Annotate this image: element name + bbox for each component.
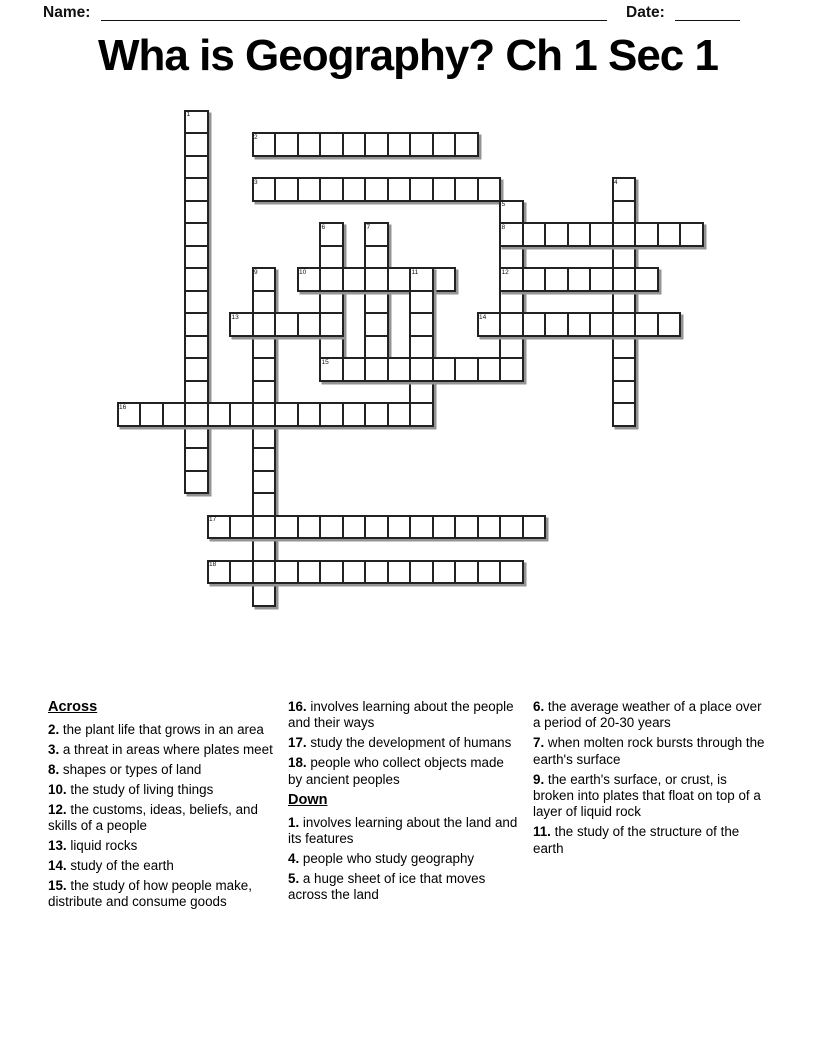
crossword-cell[interactable] xyxy=(253,336,276,359)
crossword-cell[interactable] xyxy=(590,223,613,246)
crossword-cell[interactable] xyxy=(365,561,388,584)
clue-number-label: 3 xyxy=(254,178,258,186)
clue-item: 7. when molten rock bursts through the earth's surface xyxy=(533,735,765,767)
crossword-cell[interactable] xyxy=(478,358,501,381)
crossword-cell[interactable] xyxy=(455,358,478,381)
crossword-cell[interactable] xyxy=(478,516,501,539)
crossword-cell[interactable] xyxy=(298,403,321,426)
word-17-across xyxy=(207,515,547,540)
crossword-cell[interactable] xyxy=(568,223,591,246)
name-label: Name: xyxy=(43,4,91,21)
crossword-cell[interactable] xyxy=(185,381,208,404)
crossword-cell[interactable] xyxy=(185,471,208,494)
clue-item: 8. shapes or types of land xyxy=(48,761,202,777)
word-16-across xyxy=(117,402,434,427)
crossword-cell[interactable] xyxy=(365,246,388,269)
crossword-cell[interactable] xyxy=(253,291,276,314)
date-fill-line[interactable] xyxy=(675,20,740,21)
crossword-cell[interactable] xyxy=(298,313,321,336)
crossword-cell[interactable] xyxy=(320,268,343,291)
crossword-cell[interactable] xyxy=(635,313,658,336)
crossword-cell[interactable] xyxy=(523,516,546,539)
clue-number: 12. xyxy=(48,801,67,817)
crossword-grid xyxy=(117,110,703,606)
crossword-cell[interactable] xyxy=(613,403,636,426)
crossword-cell[interactable] xyxy=(343,268,366,291)
crossword-cell[interactable] xyxy=(545,313,568,336)
clue-item: 4. people who study geography xyxy=(288,850,475,866)
crossword-cell[interactable] xyxy=(253,448,276,471)
clue-number: 17. xyxy=(288,735,307,751)
crossword-cell[interactable] xyxy=(500,358,523,381)
crossword-cell[interactable] xyxy=(568,268,591,291)
crossword-cell[interactable] xyxy=(253,561,276,584)
clue-item: 3. a threat in areas where plates meet xyxy=(48,741,273,757)
crossword-cell[interactable] xyxy=(185,313,208,336)
clue-number-label: 6 xyxy=(321,223,326,231)
clue-number: 13. xyxy=(48,837,67,853)
crossword-cell[interactable] xyxy=(185,358,208,381)
clue-item: 13. liquid rocks xyxy=(48,837,138,853)
crossword-cell[interactable] xyxy=(433,358,456,381)
crossword-cell[interactable] xyxy=(365,268,388,291)
crossword-cell[interactable] xyxy=(185,201,208,224)
clue-item: 17. study the development of humans xyxy=(288,735,512,751)
clue-item: 10. the study of living things xyxy=(48,781,214,797)
crossword-cell[interactable] xyxy=(185,426,208,449)
crossword-cell[interactable] xyxy=(253,358,276,381)
clue-number: 4. xyxy=(288,850,300,866)
crossword-cell[interactable] xyxy=(253,426,276,449)
crossword-cell[interactable] xyxy=(230,516,253,539)
crossword-cell[interactable] xyxy=(343,178,366,201)
crossword-cell[interactable] xyxy=(365,291,388,314)
crossword-cell[interactable] xyxy=(253,381,276,404)
worksheet-title: Wha is Geography? Ch 1 Sec 1 xyxy=(98,31,718,80)
crossword-cell[interactable] xyxy=(568,313,591,336)
crossword-cell[interactable] xyxy=(298,133,321,156)
crossword-cell[interactable] xyxy=(208,403,231,426)
clue-item: 5. a huge sheet of ice that moves across the land xyxy=(288,870,486,903)
crossword-cell[interactable] xyxy=(410,313,433,336)
crossword-cell[interactable] xyxy=(455,561,478,584)
crossword-cell[interactable] xyxy=(388,516,411,539)
clue-number-label: 9 xyxy=(254,268,258,276)
crossword-cell[interactable] xyxy=(410,133,433,156)
crossword-cell[interactable] xyxy=(410,381,433,404)
crossword-cell[interactable] xyxy=(253,471,276,494)
crossword-cell[interactable] xyxy=(275,403,298,426)
crossword-cell[interactable] xyxy=(185,223,208,246)
clue-item: 15. the study of how people make, distribute and consume goods xyxy=(48,877,252,910)
clue-item: 18. people who collect objects made by ancient peoples xyxy=(288,755,504,787)
word-4-down xyxy=(612,177,637,427)
clue-number: 16. xyxy=(288,699,307,714)
clue-item: 12. the customs, ideas, beliefs, and skills of a people xyxy=(48,801,258,834)
crossword-cell[interactable] xyxy=(185,336,208,359)
crossword-cell[interactable] xyxy=(613,268,636,291)
crossword-cell[interactable] xyxy=(365,516,388,539)
crossword-cell[interactable] xyxy=(365,358,388,381)
crossword-cell[interactable] xyxy=(455,178,478,201)
crossword-cell[interactable] xyxy=(613,201,636,224)
crossword-cell[interactable] xyxy=(298,178,321,201)
crossword-cell[interactable] xyxy=(433,561,456,584)
word-12-across xyxy=(499,267,659,292)
clue-number-label: 7 xyxy=(366,223,371,231)
crossword-cell[interactable] xyxy=(253,313,276,336)
crossword-cell[interactable] xyxy=(433,133,456,156)
crossword-cell[interactable] xyxy=(253,516,276,539)
crossword-cell[interactable] xyxy=(613,291,636,314)
clue-number-label: 11 xyxy=(411,268,419,276)
clue-section-header: Down xyxy=(288,791,328,808)
clue-number: 18. xyxy=(288,755,307,771)
crossword-cell[interactable] xyxy=(410,561,433,584)
clue-number: 8. xyxy=(48,761,60,777)
clue-number-label: 12 xyxy=(501,268,509,276)
crossword-cell[interactable] xyxy=(275,178,298,201)
crossword-cell[interactable] xyxy=(275,516,298,539)
clue-item: 6. the average weather of a place over a period of 20-30 years xyxy=(533,699,762,731)
clue-number: 3. xyxy=(48,741,60,757)
crossword-cell[interactable] xyxy=(275,561,298,584)
crossword-cell[interactable] xyxy=(320,133,343,156)
crossword-cell[interactable] xyxy=(365,313,388,336)
crossword-cell[interactable] xyxy=(343,133,366,156)
clue-column-3 xyxy=(533,699,769,861)
crossword-cell[interactable] xyxy=(658,223,681,246)
clue-number: 11. xyxy=(533,824,551,840)
clue-item: 1. involves learning about the land and its features xyxy=(288,814,518,846)
clue-number-label: 13 xyxy=(231,313,239,321)
crossword-cell[interactable] xyxy=(500,336,523,359)
crossword-cell[interactable] xyxy=(613,313,636,336)
crossword-cell[interactable] xyxy=(680,223,703,246)
crossword-cell[interactable] xyxy=(140,403,163,426)
crossword-cell[interactable] xyxy=(613,381,636,404)
clue-item: 9. the earth's surface, or crust, is broken into plates that float on top of a layer of liquid rock xyxy=(533,771,761,820)
crossword-cell[interactable] xyxy=(185,291,208,314)
date-label: Date: xyxy=(626,4,665,21)
crossword-cell[interactable] xyxy=(500,516,523,539)
clue-number-label: 4 xyxy=(614,178,618,186)
clue-number: 15. xyxy=(48,877,67,893)
crossword-cell[interactable] xyxy=(185,133,208,156)
crossword-cell[interactable] xyxy=(320,291,343,314)
word-14-across xyxy=(477,312,682,337)
crossword-cell[interactable] xyxy=(320,313,343,336)
crossword-cell[interactable] xyxy=(185,448,208,471)
crossword-cell[interactable] xyxy=(163,403,186,426)
crossword-cell[interactable] xyxy=(500,561,523,584)
crossword-cell[interactable] xyxy=(455,133,478,156)
crossword-cell[interactable] xyxy=(500,313,523,336)
crossword-cell[interactable] xyxy=(320,403,343,426)
clue-number-label: 18 xyxy=(209,561,217,568)
crossword-cell[interactable] xyxy=(523,313,546,336)
crossword-cell[interactable] xyxy=(275,313,298,336)
crossword-cell[interactable] xyxy=(455,516,478,539)
crossword-cell[interactable] xyxy=(590,313,613,336)
crossword-cell[interactable] xyxy=(320,246,343,269)
crossword-cell[interactable] xyxy=(613,336,636,359)
word-2-across xyxy=(252,132,479,157)
crossword-cell[interactable] xyxy=(320,516,343,539)
crossword-cell[interactable] xyxy=(253,403,276,426)
name-fill-line[interactable] xyxy=(101,20,607,21)
crossword-cell[interactable] xyxy=(635,268,658,291)
clue-number: 1. xyxy=(288,814,300,830)
crossword-cell[interactable] xyxy=(500,291,523,314)
clue-number: 5. xyxy=(288,870,300,886)
clue-number: 6. xyxy=(533,699,545,714)
crossword-cell[interactable] xyxy=(185,178,208,201)
crossword-cell[interactable] xyxy=(635,223,658,246)
clue-item: 2. the plant life that grows in an area xyxy=(48,722,264,737)
clue-number-label: 16 xyxy=(119,403,127,411)
crossword-cell[interactable] xyxy=(253,493,276,516)
clue-number: 9. xyxy=(533,771,545,787)
crossword-cell[interactable] xyxy=(410,358,433,381)
clue-number-label: 10 xyxy=(299,268,307,276)
crossword-cell[interactable] xyxy=(230,561,253,584)
clue-number-label: 17 xyxy=(209,516,217,523)
crossword-cell[interactable] xyxy=(365,133,388,156)
clue-number-label: 14 xyxy=(479,313,487,321)
crossword-cell[interactable] xyxy=(478,561,501,584)
crossword-cell[interactable] xyxy=(590,268,613,291)
crossword-cell[interactable] xyxy=(365,178,388,201)
crossword-cell[interactable] xyxy=(343,358,366,381)
word-15-across xyxy=(319,357,524,382)
crossword-cell[interactable] xyxy=(388,561,411,584)
crossword-cell[interactable] xyxy=(343,561,366,584)
crossword-cell[interactable] xyxy=(253,583,276,606)
clue-number-label: 2 xyxy=(254,133,258,141)
crossword-cell[interactable] xyxy=(613,246,636,269)
crossword-cell[interactable] xyxy=(500,246,523,269)
crossword-cell[interactable] xyxy=(320,336,343,359)
clue-number: 2. xyxy=(48,722,60,737)
clue-item: 14. study of the earth xyxy=(48,857,174,873)
clue-item: 16. involves learning about the people and their ways xyxy=(288,699,514,731)
word-13-across xyxy=(229,312,344,337)
crossword-cell[interactable] xyxy=(410,336,433,359)
crossword-cell[interactable] xyxy=(253,538,276,561)
word-1-down xyxy=(184,110,209,495)
crossword-cell[interactable] xyxy=(388,358,411,381)
clue-number-label: 1 xyxy=(186,111,191,118)
crossword-cell[interactable] xyxy=(365,336,388,359)
crossword-cell[interactable] xyxy=(320,561,343,584)
crossword-cell[interactable] xyxy=(433,516,456,539)
crossword-cell[interactable] xyxy=(545,268,568,291)
crossword-cell[interactable] xyxy=(298,516,321,539)
crossword-cell[interactable] xyxy=(545,223,568,246)
crossword-cell[interactable] xyxy=(410,516,433,539)
word-8-across xyxy=(499,222,704,247)
clue-column-2 xyxy=(288,699,520,907)
crossword-cell[interactable] xyxy=(613,358,636,381)
crossword-cell[interactable] xyxy=(478,178,501,201)
clue-number-label: 15 xyxy=(321,358,329,366)
clue-section-header: Across xyxy=(48,699,98,715)
clue-number: 10. xyxy=(48,781,67,797)
crossword-cell[interactable] xyxy=(388,178,411,201)
word-3-across xyxy=(252,177,502,202)
clue-number: 14. xyxy=(48,857,67,873)
crossword-cell[interactable] xyxy=(185,156,208,179)
crossword-cell[interactable] xyxy=(388,403,411,426)
crossword-cell[interactable] xyxy=(185,403,208,426)
crossword-cell[interactable] xyxy=(410,178,433,201)
word-18-across xyxy=(207,560,524,585)
crossword-cell[interactable] xyxy=(185,268,208,291)
crossword-cell[interactable] xyxy=(388,268,411,291)
crossword-cell[interactable] xyxy=(343,403,366,426)
crossword-cell[interactable] xyxy=(433,268,456,291)
crossword-cell[interactable] xyxy=(230,403,253,426)
crossword-cell[interactable] xyxy=(523,223,546,246)
crossword-cell[interactable] xyxy=(613,223,636,246)
clue-number: 7. xyxy=(533,735,545,751)
crossword-cell[interactable] xyxy=(343,516,366,539)
crossword-cell[interactable] xyxy=(298,561,321,584)
crossword-cell[interactable] xyxy=(185,246,208,269)
crossword-cell[interactable] xyxy=(275,133,298,156)
crossword-cell[interactable] xyxy=(410,291,433,314)
crossword-cell[interactable] xyxy=(388,133,411,156)
crossword-cell[interactable] xyxy=(365,403,388,426)
clue-item: 11. the study of the structure of the earth xyxy=(533,824,740,856)
clue-number-label: 5 xyxy=(501,201,506,208)
crossword-cell[interactable] xyxy=(410,403,433,426)
clue-column-1 xyxy=(48,699,275,914)
crossword-cell[interactable] xyxy=(523,268,546,291)
crossword-cell[interactable] xyxy=(320,178,343,201)
crossword-cell[interactable] xyxy=(433,178,456,201)
clue-number-label: 8 xyxy=(501,223,506,231)
crossword-cell[interactable] xyxy=(658,313,681,336)
